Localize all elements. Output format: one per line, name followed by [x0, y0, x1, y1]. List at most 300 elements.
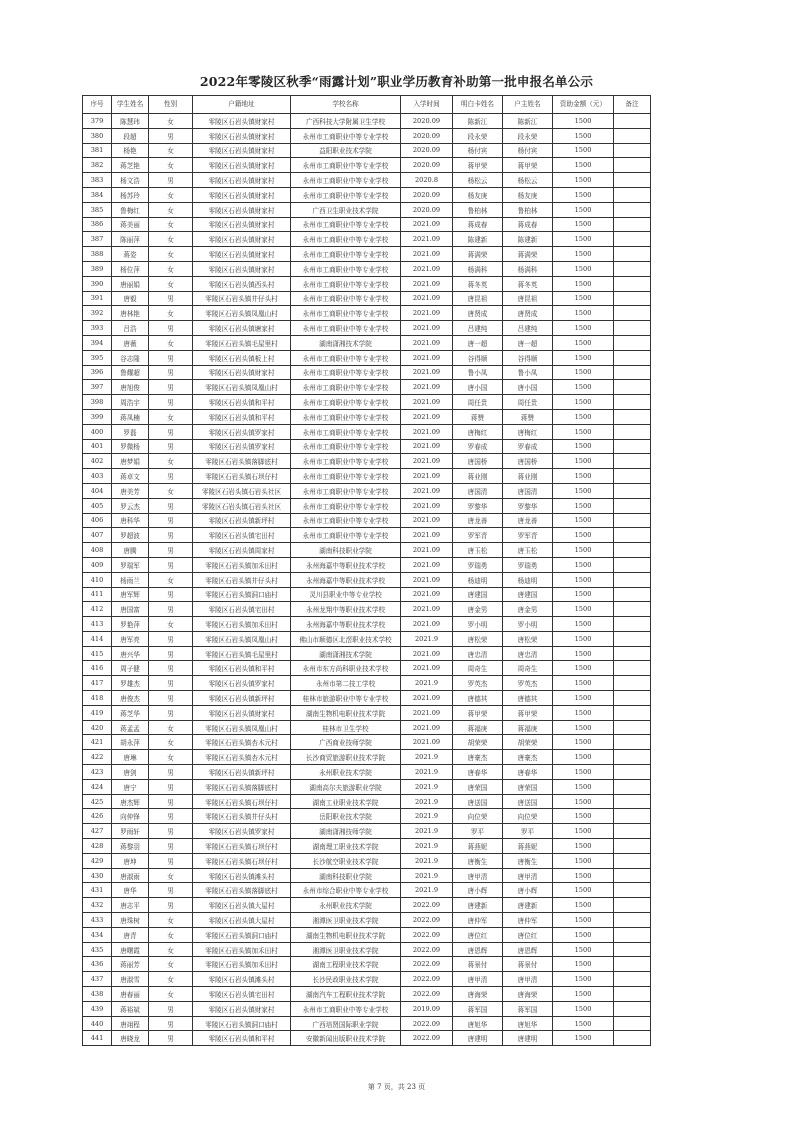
table-row: [83, 972, 651, 987]
cell-enroll-date: 2021.09: [401, 498, 453, 513]
cell-address: 零陵区石岩头镇滩头村: [193, 868, 291, 883]
cell-number: 438: [83, 987, 112, 1002]
cell-amount: 1500: [553, 853, 614, 868]
cell-school: 永州职业技术学院: [291, 765, 401, 780]
cell-card-name: 唐昆祖: [453, 291, 503, 306]
cell-gender: 男: [149, 765, 193, 780]
cell-school: 永州市工商职业中等专业学校: [291, 365, 401, 380]
cell-amount: 1500: [553, 321, 614, 336]
cell-gender: 男: [149, 439, 193, 454]
cell-amount: 1500: [553, 809, 614, 824]
cell-gender: 男: [149, 528, 193, 543]
cell-student-name: 唐春丽: [112, 987, 149, 1002]
cell-enroll-date: 2020.09: [401, 114, 453, 129]
cell-card-name: 罗春成: [453, 439, 503, 454]
cell-enroll-date: 2021.9: [401, 676, 453, 691]
cell-amount: 1500: [553, 395, 614, 410]
table-header-row: [83, 96, 651, 114]
cell-address: 零陵区石岩头镇落脚底村: [193, 454, 291, 469]
cell-school: 永州市东方尚科职业技术学校: [291, 661, 401, 676]
cell-householder: 唐德其: [503, 691, 553, 706]
cell-address: 零陵区石岩头镇宅田村: [193, 987, 291, 1002]
cell-note: [614, 942, 651, 957]
cell-householder: 唐甲清: [503, 868, 553, 883]
cell-gender: 男: [149, 1016, 193, 1031]
cell-number: 381: [83, 143, 112, 158]
table-row: [83, 779, 651, 794]
cell-gender: 女: [149, 987, 193, 1002]
cell-student-name: 唐国富: [112, 602, 149, 617]
cell-student-name: 唐丽娟: [112, 276, 149, 291]
cell-school: 永州市第二技工学校: [291, 676, 401, 691]
cell-school: 永州龙翔中等职业技术学校: [291, 602, 401, 617]
cell-card-name: 唐忠清: [453, 646, 503, 661]
table-row: [83, 898, 651, 913]
cell-address: 零陵区石岩头镇落脚底村: [193, 883, 291, 898]
cell-householder: 胡荣荣: [503, 735, 553, 750]
cell-amount: 1500: [553, 247, 614, 262]
cell-amount: 1500: [553, 202, 614, 217]
table-row: [83, 306, 651, 321]
cell-address: 零陵区石岩头镇滩头村: [193, 972, 291, 987]
cell-school: 湖南生物机电职业技术学院: [291, 927, 401, 942]
cell-householder: 杨付宾: [503, 143, 553, 158]
cell-card-name: 罗军青: [453, 528, 503, 543]
cell-number: 414: [83, 631, 112, 646]
cell-student-name: 杨艳: [112, 143, 149, 158]
cell-gender: 女: [149, 913, 193, 928]
cell-amount: 1500: [553, 409, 614, 424]
cell-number: 421: [83, 735, 112, 750]
cell-amount: 1500: [553, 972, 614, 987]
cell-amount: 1500: [553, 454, 614, 469]
cell-address: 零陵区石岩头镇财家村: [193, 261, 291, 276]
cell-householder: 唐春华: [503, 765, 553, 780]
cell-gender: 女: [149, 617, 193, 632]
cell-amount: 1500: [553, 424, 614, 439]
cell-amount: 1500: [553, 765, 614, 780]
header-householder: 户主姓名: [503, 96, 553, 114]
table-row: [83, 173, 651, 188]
cell-student-name: 蒋黎羽: [112, 839, 149, 854]
cell-note: [614, 335, 651, 350]
cell-school: 永州市工商职业中等专业学校: [291, 321, 401, 336]
cell-householder: 蒋业刚: [503, 469, 553, 484]
cell-address: 零陵区石岩头镇和平村: [193, 1031, 291, 1046]
table-row: [83, 528, 651, 543]
cell-householder: 唐龙善: [503, 513, 553, 528]
cell-number: 441: [83, 1031, 112, 1046]
cell-address: 零陵区石岩头镇板上村: [193, 350, 291, 365]
cell-enroll-date: 2021.9: [401, 750, 453, 765]
cell-card-name: 周任贵: [453, 395, 503, 410]
cell-school: 永州市工商职业中等专业学校: [291, 247, 401, 262]
cell-school: 永州职业技术学院: [291, 898, 401, 913]
cell-card-name: 唐小辉: [453, 883, 503, 898]
cell-number: 389: [83, 261, 112, 276]
cell-card-name: 杨友庚: [453, 187, 503, 202]
cell-card-name: 唐豪杰: [453, 750, 503, 765]
cell-card-name: 蒋景付: [453, 957, 503, 972]
table-row: [83, 276, 651, 291]
cell-card-name: 唐仲军: [453, 913, 503, 928]
cell-number: 403: [83, 469, 112, 484]
cell-note: [614, 469, 651, 484]
cell-enroll-date: 2020.09: [401, 143, 453, 158]
cell-note: [614, 395, 651, 410]
cell-gender: 男: [149, 498, 193, 513]
cell-school: 长沙航空职业技术学院: [291, 853, 401, 868]
cell-amount: 1500: [553, 306, 614, 321]
table-row: [83, 291, 651, 306]
cell-student-name: 胡永萍: [112, 735, 149, 750]
cell-number: 391: [83, 291, 112, 306]
cell-note: [614, 143, 651, 158]
cell-number: 422: [83, 750, 112, 765]
cell-card-name: 罗平: [453, 824, 503, 839]
cell-student-name: 罗微杨: [112, 439, 149, 454]
table-row: [83, 395, 651, 410]
cell-number: 394: [83, 335, 112, 350]
cell-householder: 唐玉松: [503, 543, 553, 558]
cell-householder: 唐送国: [503, 794, 553, 809]
cell-number: 406: [83, 513, 112, 528]
cell-gender: 女: [149, 868, 193, 883]
cell-number: 402: [83, 454, 112, 469]
cell-gender: 男: [149, 631, 193, 646]
table-row: [83, 424, 651, 439]
cell-householder: 杨友庚: [503, 187, 553, 202]
cell-amount: 1500: [553, 883, 614, 898]
cell-number: 386: [83, 217, 112, 232]
table-row: [83, 321, 651, 336]
cell-school: 广西科技大学附属卫生学校: [291, 114, 401, 129]
table-row: [83, 247, 651, 262]
cell-card-name: 杨迪明: [453, 572, 503, 587]
table-row: [83, 676, 651, 691]
cell-enroll-date: 2021.09: [401, 454, 453, 469]
cell-householder: 蒋成春: [503, 217, 553, 232]
table-row: [83, 853, 651, 868]
table-row: [83, 469, 651, 484]
header-student-name: 学生姓名: [112, 96, 149, 114]
table-row: [83, 794, 651, 809]
cell-address: 零陵区石岩头镇加禾田村: [193, 617, 291, 632]
cell-note: [614, 972, 651, 987]
cell-gender: 女: [149, 232, 193, 247]
cell-student-name: 吕浩: [112, 321, 149, 336]
cell-householder: 唐国清: [503, 483, 553, 498]
table-row: [83, 705, 651, 720]
cell-amount: 1500: [553, 587, 614, 602]
cell-school: 永州海嘉中等职业技术学校: [291, 572, 401, 587]
cell-card-name: 唐建明: [453, 1031, 503, 1046]
cell-gender: 男: [149, 350, 193, 365]
cell-gender: 男: [149, 676, 193, 691]
cell-student-name: 罗瑞军: [112, 557, 149, 572]
cell-gender: 男: [149, 291, 193, 306]
cell-address: 零陵区石岩头镇财家村: [193, 158, 291, 173]
cell-enroll-date: 2021.9: [401, 824, 453, 839]
cell-school: 桂林市旅游职业中等专业学校: [291, 691, 401, 706]
cell-amount: 1500: [553, 158, 614, 173]
cell-student-name: 蒋裕斌: [112, 1001, 149, 1016]
cell-school: 湖南汽车工程职业技术学院: [291, 987, 401, 1002]
cell-note: [614, 883, 651, 898]
header-number: 序号: [83, 96, 112, 114]
cell-amount: 1500: [553, 1016, 614, 1031]
cell-householder: 唐国桥: [503, 454, 553, 469]
cell-enroll-date: 2022.09: [401, 987, 453, 1002]
cell-student-name: 唐军辉: [112, 587, 149, 602]
cell-householder: 周奇生: [503, 661, 553, 676]
cell-amount: 1500: [553, 661, 614, 676]
cell-enroll-date: 2021.09: [401, 691, 453, 706]
cell-student-name: 蒋芝艳: [112, 158, 149, 173]
cell-student-name: 罗云杰: [112, 498, 149, 513]
cell-amount: 1500: [553, 498, 614, 513]
table-row: [83, 602, 651, 617]
cell-address: 零陵区石岩头镇新坪村: [193, 513, 291, 528]
cell-number: 411: [83, 587, 112, 602]
table-row: [83, 646, 651, 661]
cell-number: 431: [83, 883, 112, 898]
cell-student-name: 唐华: [112, 883, 149, 898]
cell-address: 零陵区石岩头镇罗家村: [193, 424, 291, 439]
cell-householder: 蒋燕妮: [503, 839, 553, 854]
cell-gender: 女: [149, 306, 193, 321]
cell-address: 零陵区石岩头镇财家村: [193, 705, 291, 720]
cell-address: 零陵区石岩头镇新坪村: [193, 765, 291, 780]
cell-card-name: 唐恩辉: [453, 942, 503, 957]
cell-school: 永州市工商职业中等专业学校: [291, 454, 401, 469]
cell-school: 桂林市卫生学校: [291, 720, 401, 735]
cell-amount: 1500: [553, 350, 614, 365]
cell-note: [614, 676, 651, 691]
cell-address: 零陵区石岩头镇凤凰山村: [193, 380, 291, 395]
cell-enroll-date: 2020.09: [401, 187, 453, 202]
cell-gender: 男: [149, 173, 193, 188]
cell-gender: 女: [149, 720, 193, 735]
cell-note: [614, 839, 651, 854]
cell-gender: 女: [149, 750, 193, 765]
table-row: [83, 631, 651, 646]
cell-amount: 1500: [553, 927, 614, 942]
cell-gender: 男: [149, 824, 193, 839]
cell-card-name: 唐金男: [453, 602, 503, 617]
cell-student-name: 罗磊: [112, 424, 149, 439]
table-row: [83, 942, 651, 957]
cell-number: 379: [83, 114, 112, 129]
cell-amount: 1500: [553, 276, 614, 291]
cell-enroll-date: 2022.09: [401, 1016, 453, 1031]
cell-student-name: 唐旭俊: [112, 380, 149, 395]
cell-householder: 唐建明: [503, 1031, 553, 1046]
cell-number: 407: [83, 528, 112, 543]
cell-note: [614, 483, 651, 498]
cell-card-name: 唐国桥: [453, 454, 503, 469]
table-row: [83, 217, 651, 232]
cell-number: 433: [83, 913, 112, 928]
cell-address: 零陵区石岩头镇罗家村: [193, 439, 291, 454]
cell-address: 零陵区石岩头镇杏木元村: [193, 750, 291, 765]
cell-student-name: 罗雄杰: [112, 676, 149, 691]
cell-student-name: 周浩宇: [112, 395, 149, 410]
cell-note: [614, 1001, 651, 1016]
cell-note: [614, 794, 651, 809]
cell-enroll-date: 2021.09: [401, 291, 453, 306]
cell-enroll-date: 2021.09: [401, 261, 453, 276]
cell-gender: 男: [149, 602, 193, 617]
cell-number: 409: [83, 557, 112, 572]
cell-school: 广西卫生职业技术学院: [291, 202, 401, 217]
cell-amount: 1500: [553, 913, 614, 928]
applicant-table: [82, 95, 651, 1046]
cell-note: [614, 691, 651, 706]
cell-number: 435: [83, 942, 112, 957]
cell-enroll-date: 2022.09: [401, 957, 453, 972]
cell-address: 零陵区石岩头镇凤凰山村: [193, 720, 291, 735]
cell-amount: 1500: [553, 646, 614, 661]
cell-address: 零陵区石岩头镇周家村: [193, 543, 291, 558]
cell-number: 436: [83, 957, 112, 972]
cell-enroll-date: 2021.09: [401, 557, 453, 572]
cell-amount: 1500: [553, 779, 614, 794]
cell-note: [614, 809, 651, 824]
table-row: [83, 957, 651, 972]
table-row: [83, 498, 651, 513]
table-row: [83, 661, 651, 676]
cell-amount: 1500: [553, 483, 614, 498]
table-row: [83, 232, 651, 247]
cell-number: 434: [83, 927, 112, 942]
cell-enroll-date: 2021.09: [401, 380, 453, 395]
cell-gender: 男: [149, 883, 193, 898]
cell-address: 零陵区石岩头镇财家村: [193, 1001, 291, 1016]
cell-student-name: 唐杰辉: [112, 794, 149, 809]
cell-gender: 男: [149, 853, 193, 868]
cell-note: [614, 572, 651, 587]
cell-note: [614, 617, 651, 632]
cell-amount: 1500: [553, 942, 614, 957]
cell-gender: 女: [149, 927, 193, 942]
cell-school: 湖南生物机电职业技术学院: [291, 705, 401, 720]
cell-amount: 1500: [553, 1031, 614, 1046]
table-row: [83, 735, 651, 750]
cell-student-name: 周子健: [112, 661, 149, 676]
cell-student-name: 杨雨兰: [112, 572, 149, 587]
cell-school: 益阳职业技术学院: [291, 143, 401, 158]
cell-student-name: 唐兴华: [112, 646, 149, 661]
cell-note: [614, 1031, 651, 1046]
cell-gender: 男: [149, 646, 193, 661]
cell-number: 410: [83, 572, 112, 587]
table-row: [83, 114, 651, 129]
cell-enroll-date: 2022.09: [401, 972, 453, 987]
cell-student-name: 唐剑: [112, 765, 149, 780]
cell-address: 零陵区石岩头镇大屋村: [193, 913, 291, 928]
cell-school: 湖南高尔夫旅游职业学院: [291, 779, 401, 794]
cell-school: 湖南工程职业技术学院: [291, 957, 401, 972]
cell-amount: 1500: [553, 898, 614, 913]
cell-householder: 唐小辉: [503, 883, 553, 898]
cell-address: 零陵区石岩头镇毛屋里村: [193, 646, 291, 661]
cell-address: 零陵区石岩头镇财家村: [193, 173, 291, 188]
cell-school: 永州市工商职业中等专业学校: [291, 395, 401, 410]
cell-student-name: 唐美芳: [112, 483, 149, 498]
cell-householder: 唐贤成: [503, 306, 553, 321]
cell-gender: 男: [149, 557, 193, 572]
cell-gender: 女: [149, 483, 193, 498]
cell-student-name: 唐科华: [112, 513, 149, 528]
cell-note: [614, 853, 651, 868]
cell-householder: 唐一超: [503, 335, 553, 350]
cell-school: 广西培贤国际职业学院: [291, 1016, 401, 1031]
cell-school: 永州海嘉中等职业技术学校: [291, 617, 401, 632]
table-row: [83, 765, 651, 780]
cell-note: [614, 543, 651, 558]
cell-address: 零陵区石岩头镇财家村: [193, 128, 291, 143]
cell-school: 灵川县职业中等专业学校: [291, 587, 401, 602]
cell-householder: 唐松荣: [503, 631, 553, 646]
cell-student-name: 唐薇: [112, 335, 149, 350]
cell-number: 384: [83, 187, 112, 202]
cell-enroll-date: 2021.9: [401, 794, 453, 809]
cell-card-name: 鲁小凤: [453, 365, 503, 380]
table-row: [83, 483, 651, 498]
cell-address: 零陵区石岩头镇新坪村: [193, 691, 291, 706]
cell-householder: 陈建新: [503, 232, 553, 247]
cell-number: 397: [83, 380, 112, 395]
cell-card-name: 唐荣国: [453, 779, 503, 794]
cell-student-name: 罗艳萍: [112, 617, 149, 632]
cell-gender: 男: [149, 705, 193, 720]
cell-card-name: 唐龙善: [453, 513, 503, 528]
cell-note: [614, 114, 651, 129]
cell-note: [614, 868, 651, 883]
cell-card-name: 唐建国: [453, 587, 503, 602]
cell-amount: 1500: [553, 128, 614, 143]
cell-card-name: 杨付宾: [453, 143, 503, 158]
cell-amount: 1500: [553, 114, 614, 129]
cell-number: 418: [83, 691, 112, 706]
cell-school: 永州市工商职业中等专业学校: [291, 498, 401, 513]
cell-card-name: 向位荣: [453, 809, 503, 824]
cell-note: [614, 824, 651, 839]
cell-gender: 男: [149, 543, 193, 558]
cell-number: 401: [83, 439, 112, 454]
cell-number: 400: [83, 424, 112, 439]
cell-school: 岳阳职业技术学院: [291, 809, 401, 824]
cell-address: 零陵区石岩头镇和平村: [193, 409, 291, 424]
cell-school: 永州市工商职业中等专业学校: [291, 261, 401, 276]
cell-card-name: 唐甲清: [453, 868, 503, 883]
cell-enroll-date: 2022.09: [401, 898, 453, 913]
cell-number: 404: [83, 483, 112, 498]
cell-householder: 谷得顺: [503, 350, 553, 365]
cell-householder: 蒋冬英: [503, 276, 553, 291]
cell-note: [614, 247, 651, 262]
cell-school: 佛山市顺德区北滘职业技术学校: [291, 631, 401, 646]
cell-card-name: 唐梅红: [453, 424, 503, 439]
table-row: [83, 572, 651, 587]
cell-amount: 1500: [553, 705, 614, 720]
cell-student-name: 唐坤: [112, 853, 149, 868]
cell-householder: 罗小明: [503, 617, 553, 632]
cell-school: 湖南科技职业学院: [291, 868, 401, 883]
cell-number: 383: [83, 173, 112, 188]
cell-student-name: 唐志平: [112, 898, 149, 913]
